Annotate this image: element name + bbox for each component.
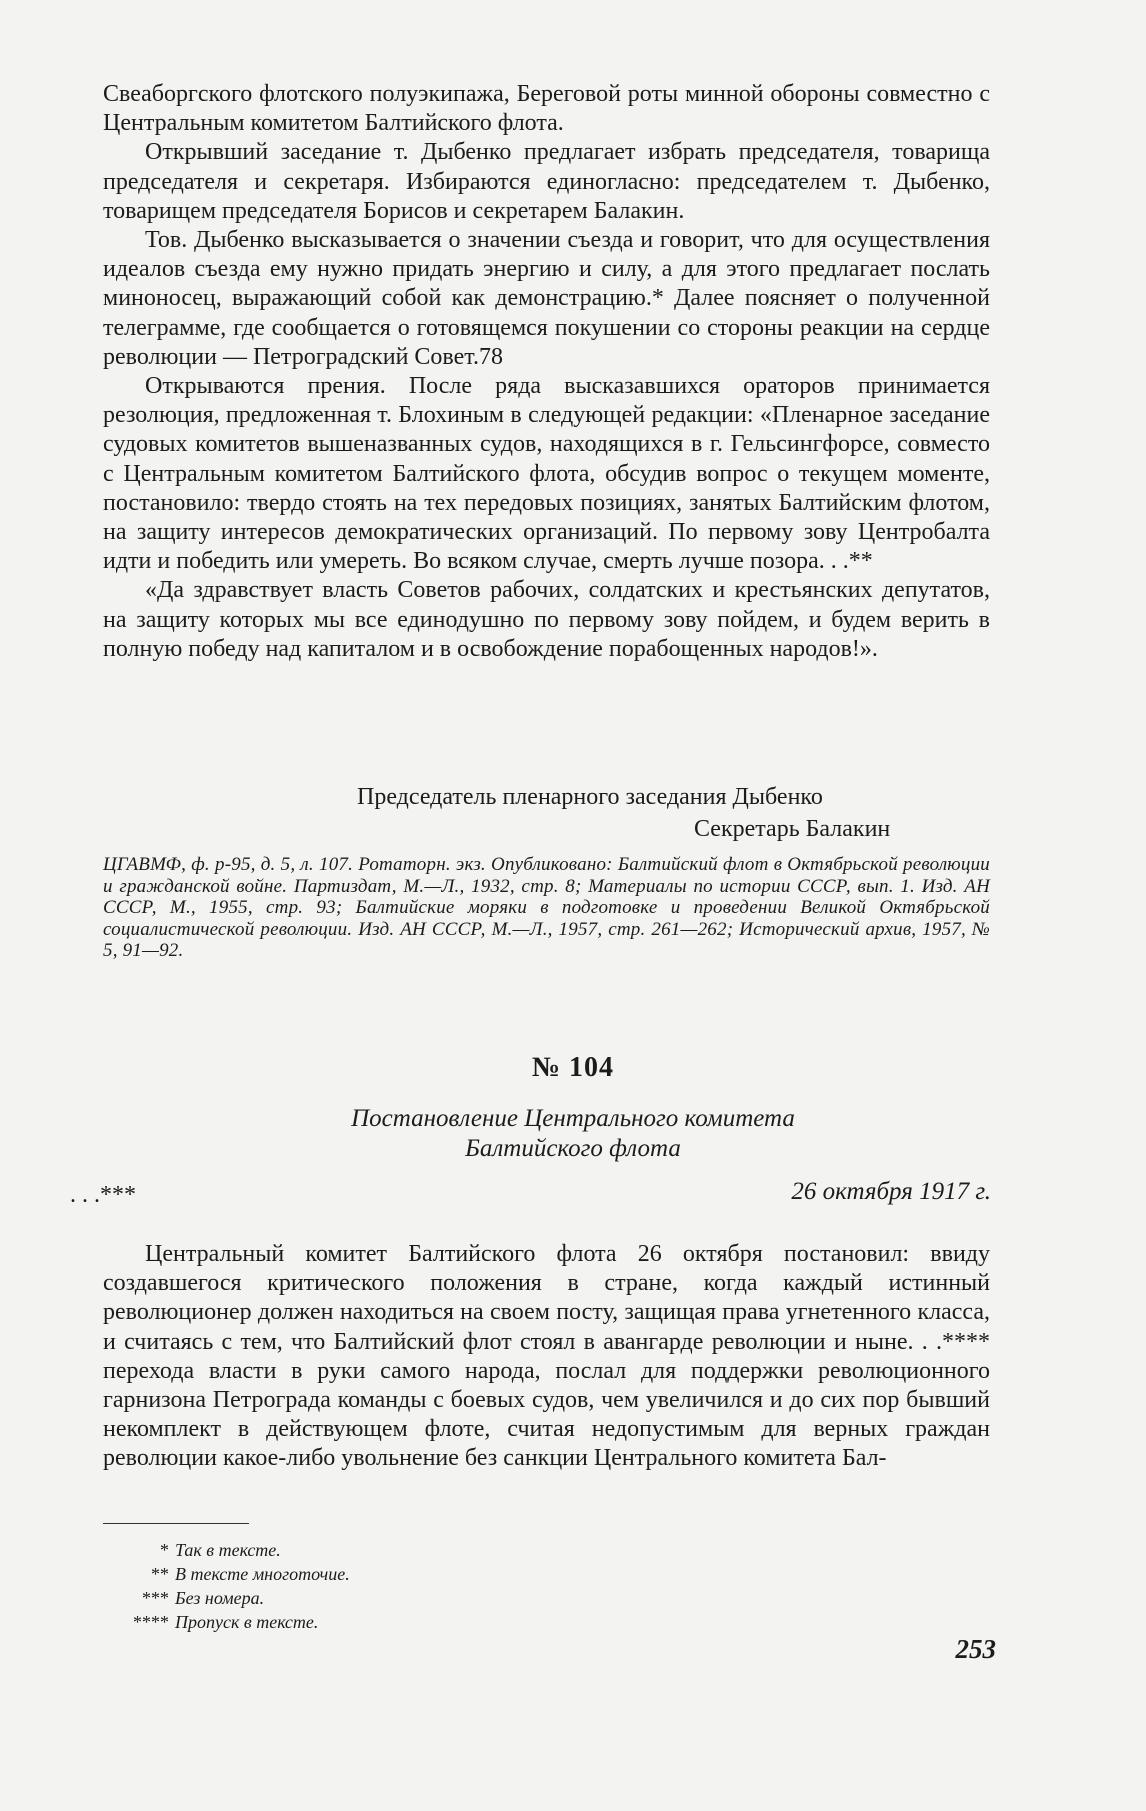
paragraph-2: Открывший заседание т. Дыбенко предлагает избрать председателя, товарища председателя и секретаря. Избираются единогласно: председателем т. Дыбенко, товарищем председателя Борисов и секретарем Балакин. (103, 139, 990, 224)
footnote-text: Так в тексте. (175, 1540, 281, 1560)
page-number: 253 (955, 1634, 996, 1664)
paragraph-4: Открываются прения. После ряда высказавшихся ораторов принимается резолюция, предложенная т. Блохиным в следующей редакции: «Пленарное заседание судовых комитетов вышеназванных судов, находящихся в г. Гельсингфорсе, совместо с Центральным комитетом Балтийского флота, обсудив вопрос о текущем моменте, постановило: твердо стоять на тех передовых позициях, занятых Балтийским флотом, на защиту интересов демократических организаций. По первому зову Центробалта идти и победить или умереть. Во всяком случае, смерть лучше позора. . .** (103, 373, 990, 575)
document-title (0, 1104, 1146, 1164)
footnote-mark: ** (151, 1564, 169, 1584)
paragraph-1: Свеаборгского флотского полуэкипажа, Береговой роты минной обороны совместно с Центральным комитетом Балтийского флота. (103, 81, 990, 137)
footnotes (103, 1538, 350, 1634)
archival-source-note: ЦГАВМФ, ф. р-95, д. 5, л. 107. Ротаторн. экз. Опубликовано: Балтийский флот в Октябрьской революции и гражданской войне. Партиздат, М.—Л., 1932, стр. 8; Материалы по истории СССР, вып. 1. Изд. АН СССР, М., 1955, стр. 93; Балтийские моряки в подготовке и проведении Великой Октябрьской социалистической революции. Изд. АН СССР, М.—Л., 1957, стр. 261—262; Исторический архив, 1957, № 5, 91—92. (103, 854, 990, 961)
paragraph-3: Тов. Дыбенко высказывается о значении съезда и говорит, что для осуществления идеалов съезда ему нужно придать энергию и силу, а для этого предлагает послать миноносец, выражающий собой как демонстрацию.* Далее поясняет о полученной телеграмме, где сообщается о готовящемся покушении со стороны реакции на сердце революции — Петроградский Совет.78 (103, 227, 990, 370)
footnote-2 (103, 1562, 350, 1586)
footnote-mark: *** (142, 1588, 169, 1608)
document-date: 26 октября 1917 г. (791, 1178, 991, 1205)
footnote-text: Без номера. (175, 1588, 265, 1608)
footnote-divider (103, 1523, 249, 1524)
body-text (103, 80, 990, 664)
document-text: Центральный комитет Балтийского флота 26 октября постановил: ввиду создавшегося критического положения в стране, когда каждый истинный революционер должен находиться на своем посту, защищая права угнетенного класса, и считаясь с тем, что Балтийский флот стоял в авангарде революции и ныне. . .**** перехода власти в руки самого народа, послал для поддержки революционного гарнизона Петрограда команды с боевых судов, чем увеличился и до сих пор бывший некомплект в действующем флоте, считая недопустимым для верных граждан революции какое-либо увольнение без санкции Центрального комитета Бал- (103, 1241, 990, 1472)
signature-secretary: Секретарь Балакин (694, 816, 891, 842)
document-body (103, 1240, 990, 1474)
document-title-line-2: Балтийского флота (465, 1135, 681, 1162)
paragraph-5: «Да здравствует власть Советов рабочих, солдатских и крестьянских депутатов, на защиту которых мы все единодушно по первому зову пойдем, и будем верить в полную победу над капиталом и в освобождение порабощенных народов!». (103, 577, 990, 662)
signature-chairman: Председатель пленарного заседания Дыбенко (357, 784, 823, 810)
footnote-3 (103, 1586, 350, 1610)
footnote-4 (103, 1610, 350, 1634)
document-title-line-1: Постановление Центрального комитета (351, 1105, 795, 1132)
no-number-marker: . . .*** (70, 1182, 136, 1208)
footnote-1 (103, 1538, 350, 1562)
document-number: № 104 (531, 1052, 615, 1083)
footnote-text: Пропуск в тексте. (175, 1612, 319, 1632)
footnote-mark: **** (133, 1612, 169, 1632)
footnote-mark: * (160, 1540, 169, 1560)
footnote-text: В тексте многоточие. (175, 1564, 350, 1584)
